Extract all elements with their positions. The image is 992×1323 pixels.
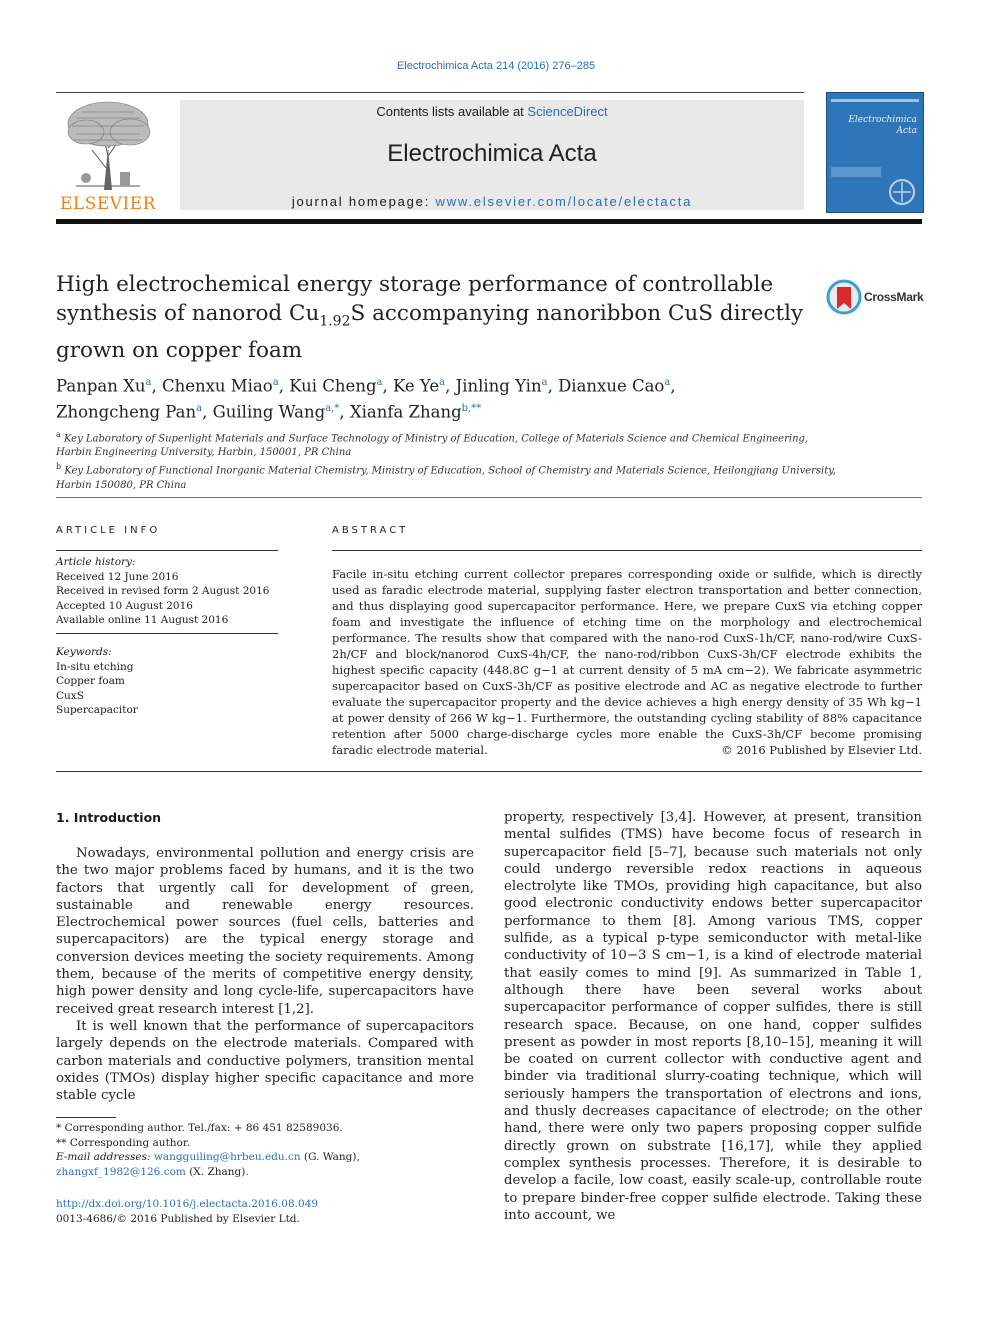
- paragraph: property, respectively [3,4]. However, at present, transition mental sulfides (TMS) have become focus of research in supercapacitor field [5–7], because such materials not only could undergo reversible redox reactions in aqueous electrolyte like TMOs, providing high capacitance, but also good electronic conductivity endows better supercapacitor performance to them [8]. Among various TMS, copper sulfide, as a typical p-type semiconductor with metal-like conductivity of 10−3 S cm−1, is a kind of electrode material that easily comes to mind [9]. As summarized in Table 1, although there have been several works about supercapacitor performance of copper sulfides, there is still research space. Because, on one hand, copper sulfides present as powder in most reports [8,10–15], meaning it will be coated on current collector with conductive agent and binder via traditional slurry-coating technique, which will seriously hampers the transportation of electrons and ions, and thusly decreases capacitance of electrode; on the other hand, there were only two papers proposing copper sulfide directly grown on substrate [16,17], while they applied complex synthesis processes. Therefore, it is desirable to develop a facile, low coast, easily scale-up, controllable route to prepare binder-free copper sulfide electrode. Taking these into account, we: [504, 810, 922, 1223]
- footnote-rule: [56, 1117, 116, 1118]
- contents-prefix: Contents lists available at: [376, 104, 524, 119]
- keyword: CuxS: [56, 689, 84, 702]
- footnotes: [56, 1121, 476, 1179]
- cover-emblem-icon: [885, 177, 919, 207]
- contents-line: [180, 104, 804, 119]
- author-affiliation-mark: a: [664, 377, 671, 388]
- author-separator: ,: [278, 376, 290, 396]
- paragraph: It is well known that the performance of supercapacitors largely depends on the electrode materials. Compared with carbon materials and conductive polymers, transition mental oxides (TMOs) display higher specific capacitance and more stable cycle: [56, 1018, 474, 1104]
- section-divider: [56, 497, 922, 498]
- journal-name: Electrochimica Acta: [387, 140, 597, 167]
- author-affiliation-mark: a: [439, 377, 446, 388]
- body-column-left: [56, 845, 474, 1104]
- author-affiliation-mark: b,**: [461, 402, 482, 414]
- homepage-prefix: journal homepage:: [291, 194, 431, 209]
- affiliation-a: $^a$ Key Laboratory of Superlight Materials and Surface Technology of Ministry of Education, College of Materials Science and Chemical Engineering, Harbin Engineering University, Harbin, 150001, PR China: [56, 430, 809, 459]
- doi-block: [56, 1197, 476, 1226]
- article-history: [56, 555, 278, 628]
- corresponding-author-2: ** Corresponding author.: [56, 1136, 191, 1149]
- author-separator: ,: [547, 376, 559, 396]
- article-info-rule: [56, 550, 278, 551]
- keywords: [56, 645, 278, 718]
- homepage-link[interactable]: www.elsevier.com/locate/electacta: [435, 194, 693, 209]
- author-name[interactable]: Dianxue Cao: [558, 376, 665, 396]
- elsevier-wordmark: ELSEVIER: [60, 194, 156, 214]
- journal-homepage: [180, 194, 804, 209]
- header-thick-rule: [56, 219, 922, 224]
- author-separator: ,: [445, 376, 456, 396]
- journal-cover-thumbnail[interactable]: [826, 92, 924, 213]
- author-name[interactable]: Zhongcheng Pan: [56, 402, 197, 421]
- history-label: Article history:: [56, 556, 136, 568]
- issn-line: 0013-4686/© 2016 Published by Elsevier Ltd.: [56, 1212, 300, 1225]
- cover-title: Electrochimica Acta: [848, 115, 917, 136]
- author-affiliation-mark: a: [145, 377, 152, 388]
- author-affiliation-mark: a,*: [325, 402, 340, 414]
- abstract-heading: ABSTRACT: [332, 525, 409, 536]
- abstract-end-rule: [56, 771, 922, 772]
- email-label: E-mail addresses:: [56, 1151, 151, 1163]
- author-name[interactable]: Jinling Yin: [455, 376, 542, 396]
- email-line: [56, 1165, 476, 1180]
- doi-link[interactable]: http://dx.doi.org/10.1016/j.electacta.2016.08.049: [56, 1198, 319, 1210]
- author-list: [56, 372, 876, 423]
- author-name[interactable]: Xianfa Zhang: [349, 402, 462, 421]
- author-affiliation-mark: a: [196, 402, 203, 414]
- email-link[interactable]: zhangxf_1982@126.com: [56, 1165, 186, 1178]
- history-online: Available online 11 August 2016: [56, 614, 229, 626]
- keywords-label: Keywords:: [56, 646, 112, 658]
- header-rule: [56, 92, 804, 93]
- author-name[interactable]: Chenxu Miao: [161, 376, 273, 396]
- history-accepted: Accepted 10 August 2016: [56, 599, 193, 612]
- cover-band: [831, 167, 881, 177]
- history-received: Received 12 June 2016: [56, 570, 179, 583]
- tree-icon: [56, 98, 160, 194]
- author-separator: ,: [670, 376, 676, 396]
- author-separator: ,: [151, 376, 162, 396]
- email-owner: (X. Zhang).: [189, 1165, 249, 1178]
- body-column-right: [504, 809, 922, 1224]
- abstract-text: Facile in-situ etching current collector prepares corresponding oxide or sulfide, which is directly used as faradic electrode material, supplying faster electron transportation and better connection, and thus displaying good supercapacitor performance. Here, we prepare CuxS via etching copper foam and investigate the influence of etching time on the morphology and electrochemical performance. The results show that compared with the nano-rod CuxS-1h/CF, nano-rod/wire CuxS-2h/CF and block/nanorod CuxS-4h/CF, the nano-rod/ribbon CuxS-3h/CF electrode exhibits the highest specific capacity (448.8C g−1 at current density of 5 mA cm−2). We fabricate asymmetric supercapacitor based on CuxS-3h/CF as positive electrode and AC as negative electrode to further evaluate the supercapacitor property and the device achieves a high energy density of 35 Wh kg−1 at power density of 266 W kg−1. Furthermore, the outstanding cycling stability of 88% capacitance retention after 5000 charge-discharge cycles more enable the CuxS-3h/CF become promising faradic electrode material.: [332, 567, 922, 757]
- abstract-copyright: © 2016 Published by Elsevier Ltd.: [721, 743, 922, 757]
- author-name[interactable]: Kui Cheng: [289, 376, 377, 396]
- author-affiliation-mark: a: [541, 377, 548, 388]
- keyword: Copper foam: [56, 675, 125, 687]
- journal-citation[interactable]: Electrochimica Acta 214 (2016) 276–285: [396, 60, 596, 72]
- author-name[interactable]: Guiling Wang: [212, 402, 326, 421]
- abstract-rule: [332, 550, 922, 551]
- author-affiliation-mark: a: [272, 377, 279, 388]
- affiliation-b: $^b$ Key Laboratory of Functional Inorganic Material Chemistry, Ministry of Education, School of Chemistry and Materials Science, Heilongjiang University, Harbin 150080, PR China: [56, 462, 836, 491]
- journal-masthead: [180, 100, 804, 210]
- keyword: In-situ etching: [56, 660, 134, 673]
- corresponding-author-1: * Corresponding author. Tel./fax: + 86 451 82589036.: [56, 1122, 343, 1134]
- elsevier-logo: [56, 98, 160, 214]
- sciencedirect-link[interactable]: ScienceDirect: [527, 104, 608, 119]
- crossmark-label: CrossMark: [864, 290, 924, 304]
- article-info-rule: [56, 633, 278, 634]
- author-separator: ,: [202, 402, 213, 421]
- history-revised: Received in revised form 2 August 2016: [56, 585, 270, 597]
- email-line: [56, 1150, 476, 1165]
- email-owner: (G. Wang),: [304, 1151, 360, 1163]
- author-separator: ,: [339, 402, 350, 421]
- article-title: High electrochemical energy storage performance of controllable synthesis of nanorod $Cu_{1.92}S$ accompanying nanoribbon CuS directly grown on copper foam: [56, 272, 804, 364]
- article-info-heading: ARTICLE INFO: [56, 525, 161, 536]
- paragraph: Nowadays, environmental pollution and energy crisis are the two major problems faced by humans, and it is the two factors that urgently call for development of green, sustainable and renewable energy resources. Electrochemical power sources (fuel cells, batteries and supercapacitors) are the typical energy storage and conversion devices meeting the society requirements. Among them, because of the merits of competitive energy density, high power density and long cycle-life, supercapacitors have received great research interest [1,2].: [56, 846, 474, 1017]
- author-separator: ,: [382, 376, 393, 396]
- cover-band: [831, 99, 919, 102]
- author-affiliation-mark: a: [376, 377, 383, 388]
- email-link[interactable]: wangguiling@hrbeu.edu.cn: [153, 1151, 301, 1163]
- keyword: Supercapacitor: [56, 704, 138, 716]
- author-name[interactable]: Ke Ye: [392, 376, 440, 396]
- crossmark-icon: [826, 279, 862, 315]
- author-name[interactable]: Panpan Xu: [56, 376, 146, 396]
- affiliations: [56, 428, 836, 493]
- section-heading: 1. Introduction: [56, 810, 162, 825]
- crossmark-badge[interactable]: [826, 279, 926, 317]
